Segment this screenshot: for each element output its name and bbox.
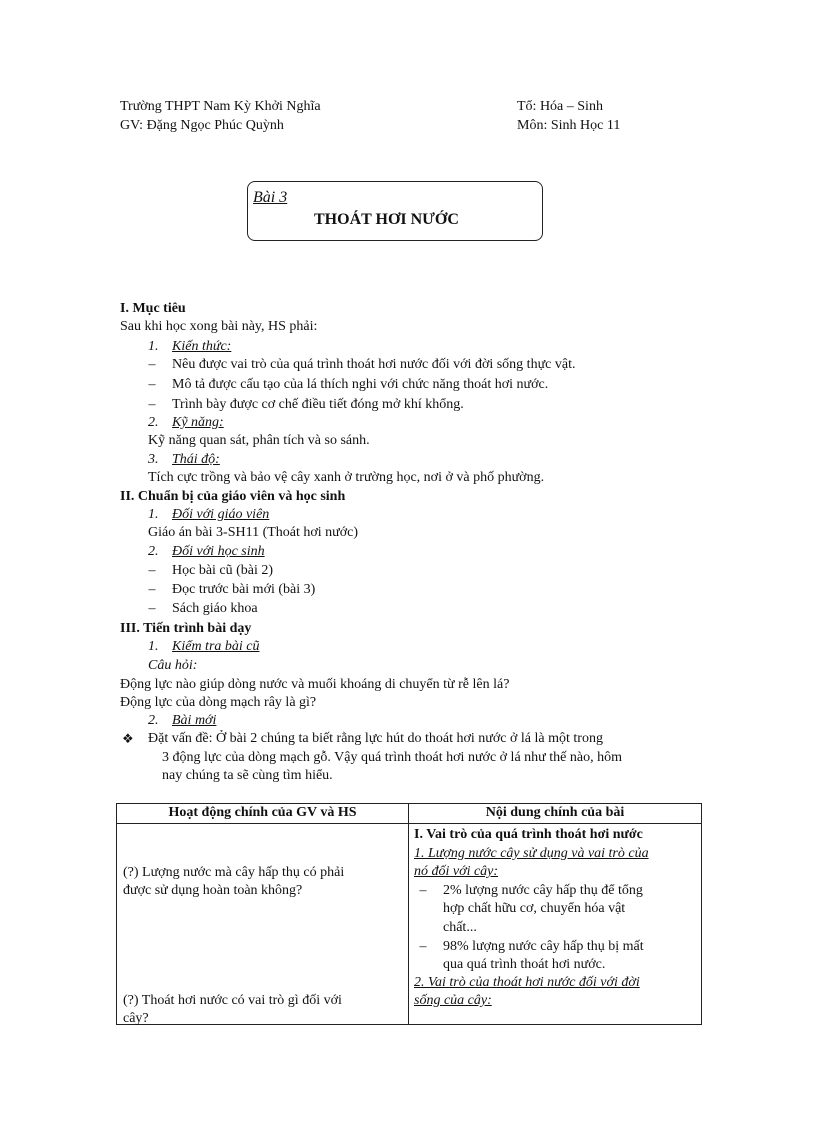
skills-label: Kỹ năng: <box>172 415 224 430</box>
dash-bullet: – <box>148 563 156 578</box>
table-header-activities: Hoạt động chính của GV và HS <box>117 804 409 824</box>
content-subheading: sống của cây: <box>414 993 492 1008</box>
content-point: chất... <box>443 920 477 935</box>
attitude-number: 3. <box>148 452 159 467</box>
review-question: Động lực của dòng mạch rây là gì? <box>120 695 317 710</box>
section-1-intro: Sau khi học xong bài này, HS phải: <box>120 319 318 334</box>
content-point: 98% lượng nước cây hấp thụ bị mất <box>443 939 644 954</box>
knowledge-label: Kiến thức: <box>172 339 232 354</box>
student-prep-number: 2. <box>148 544 159 559</box>
teacher-prep-label: Đối với giáo viên <box>172 507 270 522</box>
department: Tổ: Hóa – Sinh <box>517 99 603 114</box>
content-subheading: nó đối với cây: <box>414 864 499 879</box>
skills-number: 2. <box>148 415 159 430</box>
knowledge-item: Mô tả được cấu tạo của lá thích nghi với chức năng thoát hơi nước. <box>172 377 549 392</box>
school-name: Trường THPT Nam Kỳ Khởi Nghĩa <box>120 99 321 114</box>
knowledge-item: Trình bày được cơ chế điều tiết đóng mở khí khổng. <box>172 397 464 412</box>
dash-bullet: – <box>419 939 427 954</box>
knowledge-number: 1. <box>148 339 159 354</box>
teacher-prep-text: Giáo án bài 3-SH11 (Thoát hơi nước) <box>148 525 359 540</box>
problem-statement: Đặt vấn đề: Ở bài 2 chúng ta biết rằng lực hút do thoát hơi nước ở lá là một trong <box>148 731 603 746</box>
problem-statement: 3 động lực của dòng mạch gỗ. Vậy quá trình thoát hơi nước ở lá như thế nào, hôm <box>162 750 622 765</box>
table-header-content: Nội dung chính của bài <box>409 804 702 824</box>
teacher-question: (?) Thoát hơi nước có vai trò gì đối với <box>123 993 342 1008</box>
dash-bullet: – <box>148 357 156 372</box>
skills-text: Kỹ năng quan sát, phân tích và so sánh. <box>148 433 370 448</box>
lesson-title: THOÁT HƠI NƯỚC <box>314 211 459 228</box>
new-lesson-label: Bài mới <box>172 713 217 728</box>
question-label: Câu hỏi: <box>148 658 198 673</box>
student-prep-item: Sách giáo khoa <box>172 601 258 616</box>
lesson-plan-table <box>116 803 702 1025</box>
dash-bullet: – <box>148 377 156 392</box>
teacher-prep-number: 1. <box>148 507 159 522</box>
diamond-bullet-icon: ❖ <box>122 731 134 746</box>
attitude-label: Thái độ: <box>172 452 220 467</box>
teacher-question: được sử dụng hoàn toàn không? <box>123 883 303 898</box>
check-label: Kiểm tra bài cũ <box>172 639 260 654</box>
review-question: Động lực nào giúp dòng nước và muối khoáng di chuyển từ rễ lên lá? <box>120 677 510 692</box>
content-point: 2% lượng nước cây hấp thụ để tổng <box>443 883 643 898</box>
new-lesson-number: 2. <box>148 713 159 728</box>
student-prep-item: Học bài cũ (bài 2) <box>172 563 274 578</box>
dash-bullet: – <box>148 582 156 597</box>
teacher-question: (?) Lượng nước mà cây hấp thụ có phải <box>123 865 345 880</box>
knowledge-item: Nêu được vai trò của quá trình thoát hơi nước đối với đời sống thực vật. <box>172 357 576 372</box>
subject: Môn: Sinh Học 11 <box>517 118 621 133</box>
content-point: qua quá trình thoát hơi nước. <box>443 957 606 972</box>
content-cell <box>409 824 701 1024</box>
content-heading: I. Vai trò của quá trình thoát hơi nước <box>414 827 643 842</box>
dash-bullet: – <box>419 883 427 898</box>
student-prep-item: Đọc trước bài mới (bài 3) <box>172 582 316 597</box>
section-1-heading: I. Mục tiêu <box>120 301 186 316</box>
content-subheading: 2. Vai trò của thoát hơi nước đối với đời <box>414 975 640 990</box>
activities-cell <box>117 824 408 1024</box>
attitude-text: Tích cực trồng và bảo vệ cây xanh ở trường học, nơi ở và phố phường. <box>148 470 545 485</box>
problem-statement: nay chúng ta sẽ cùng tìm hiểu. <box>162 768 333 783</box>
teacher-question: cây? <box>123 1011 149 1026</box>
dash-bullet: – <box>148 601 156 616</box>
section-2-heading: II. Chuẩn bị của giáo viên và học sinh <box>120 489 346 504</box>
teacher-name: GV: Đặng Ngọc Phúc Quỳnh <box>120 118 284 133</box>
section-3-heading: III. Tiến trình bài dạy <box>120 621 252 636</box>
check-number: 1. <box>148 639 159 654</box>
content-subheading: 1. Lượng nước cây sử dụng và vai trò của <box>414 846 649 861</box>
lesson-number: Bài 3 <box>253 189 288 206</box>
dash-bullet: – <box>148 397 156 412</box>
content-point: hợp chất hữu cơ, chuyển hóa vật <box>443 901 626 916</box>
student-prep-label: Đối với học sinh <box>172 544 265 559</box>
